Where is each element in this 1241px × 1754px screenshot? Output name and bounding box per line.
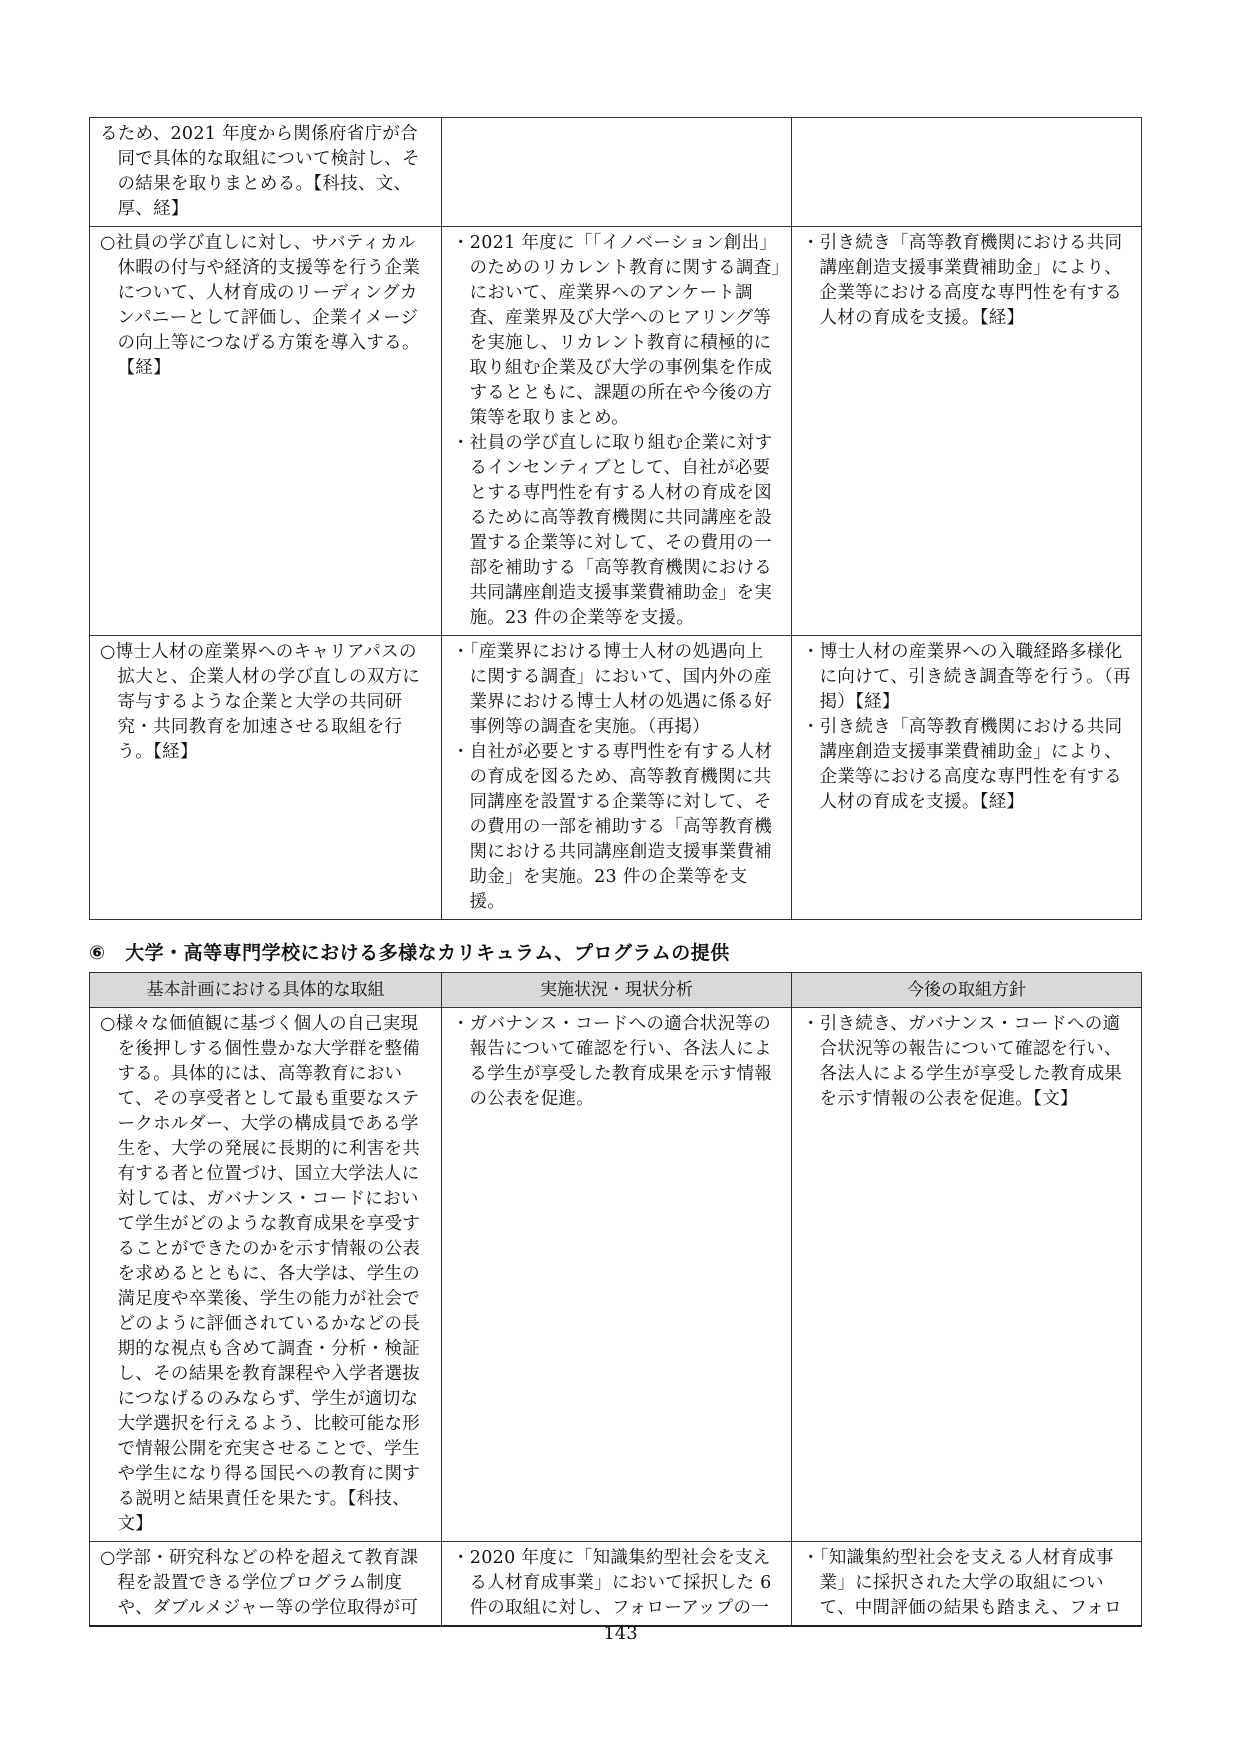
table-header-row: [90, 973, 1142, 1008]
cell-text: ・博士人材の産業界への入職経路多様化に向けて、引き続き調査等を行う。（再掲）【経】: [802, 642, 1131, 712]
table-row: [90, 118, 1142, 227]
cell-text: ・社員の学び直しに取り組む企業に対するインセンティブとして、自社が必要とする専門性を有する人材の育成を図るために高等教育機関に共同講座を設置する企業等に対して、その費用の一部を補助する「高等教育機関における共同講座創造支援事業費補助金」を実施。23 件の企業等を支援。: [452, 433, 773, 628]
table-cell: [90, 118, 442, 227]
table-cell: [442, 227, 792, 636]
column-header: 基本計画における具体的な取組: [90, 973, 442, 1008]
cell-text: ・引き続き「高等教育機関における共同講座創造支援事業費補助金」により、企業等における高度な専門性を有する人材の育成を支援。【経】: [802, 233, 1123, 328]
continued-table: [89, 117, 1142, 920]
table-cell: [442, 636, 792, 920]
table-cell: [90, 1542, 442, 1627]
cell-text: ○様々な価値観に基づく個人の自己実現を後押しする個性豊かな大学群を整備する。具体的には、高等教育において、その享受者として最も重要なステークホルダー、大学の構成員である学生を、大学の発展に長期的に利害を共有する者と位置づけ、国立大学法人に対しては、ガバナンス・コードにおいて学生がどのような教育成果を享受することができたのかを示す情報の公表を求めるとともに、各大学は、学生の満足度や卒業後、学生の能力が社会でどのように評価されているかなどの長期的な視点も含めて調査・分析・検証し、その結果を教育課程や入学者選抜につなげるのみならず、学生が適切な大学選択を行えるよう、比較可能な形で情報公開を充実させることで、学生や学生になり得る国民への教育に関する説明と結果責任を果たす。【科技、文】: [100, 1014, 421, 1534]
table-cell: [792, 1542, 1142, 1627]
table-cell: [442, 1542, 792, 1627]
cell-text: ・引き続き、ガバナンス・コードへの適合状況等の報告について確認を行い、各法人による学生が享受した教育成果を示す情報の公表を促進。【文】: [802, 1014, 1123, 1109]
table-cell: [442, 1008, 792, 1542]
table-row: [90, 1008, 1142, 1542]
table-row: [90, 1542, 1142, 1627]
cell-text: ○博士人材の産業界へのキャリアパスの拡大と、企業人材の学び直しの双方に寄与するような企業と大学の共同研究・共同教育を加速させる取組を行う。【経】: [100, 642, 421, 762]
cell-text: るため、2021 年度から関係府省庁が合同で具体的な取組について検討し、その結果を取りまとめる。【科技、文、厚、経】: [100, 124, 420, 219]
cell-text: ・引き続き「高等教育機関における共同講座創造支援事業費補助金」により、企業等における高度な専門性を有する人材の育成を支援。【経】: [802, 717, 1123, 812]
cell-text: ・「知識集約型社会を支える人材育成事業」に採択された大学の取組について、中間評価の結果も踏まえ、フォロ: [802, 1548, 1122, 1618]
table-row: [90, 636, 1142, 920]
column-header: 今後の取組方針: [792, 973, 1142, 1008]
curriculum-table: [89, 972, 1142, 1627]
table-cell: [90, 1008, 442, 1542]
cell-text: ・「産業界における博士人材の処遇向上に関する調査」において、国内外の産業界における博士人材の処遇に係る好事例等の調査を実施。（再掲）: [452, 642, 773, 737]
cell-text: ○学部・研究科などの枠を超えて教育課程を設置できる学位プログラム制度や、ダブルメジャー等の学位取得が可: [100, 1548, 419, 1618]
section-heading: ⑥ 大学・高等専門学校における多様なカリキュラム、プログラムの提供: [89, 942, 730, 964]
table-row: [90, 227, 1142, 636]
cell-text: ・2020 年度に「知識集約型社会を支える人材育成事業」において採択した 6 件の取組に対し、フォローアップの一: [452, 1548, 778, 1618]
cell-text: ・ガバナンス・コードへの適合状況等の報告について確認を行い、各法人による学生が享受した教育成果を示す情報の公表を促進。: [452, 1014, 773, 1109]
column-header: 実施状況・現状分析: [442, 973, 792, 1008]
cell-text: ・自社が必要とする専門性を有する人材の育成を図るため、高等教育機関に共同講座を設置する企業等に対して、その費用の一部を補助する「高等教育機関における共同講座創造支援事業費補助金」を実施。23 件の企業等を支援。: [452, 742, 773, 912]
table-cell: [90, 227, 442, 636]
table-cell: [792, 118, 1142, 227]
table-cell: [90, 636, 442, 920]
cell-text: ○社員の学び直しに対し、サバティカル休暇の付与や経済的支援等を行う企業について、人材育成のリーディングカンパニーとして評価し、企業イメージの向上等につなげる方策を導入する。【経】: [100, 233, 421, 378]
table-cell: [442, 118, 792, 227]
table-cell: [792, 227, 1142, 636]
cell-text: ・2021 年度に「「イノベーション創出」のためのリカレント教育に関する調査」において、産業界へのアンケート調査、産業界及び大学へのヒアリング等を実施し、リカレント教育に積極的に取り組む企業及び大学の事例集を作成するとともに、課題の所在や今後の方策等を取りまとめ。: [452, 233, 781, 428]
table-cell: [792, 636, 1142, 920]
table-cell: [792, 1008, 1142, 1542]
page-number: 143: [603, 1623, 638, 1644]
